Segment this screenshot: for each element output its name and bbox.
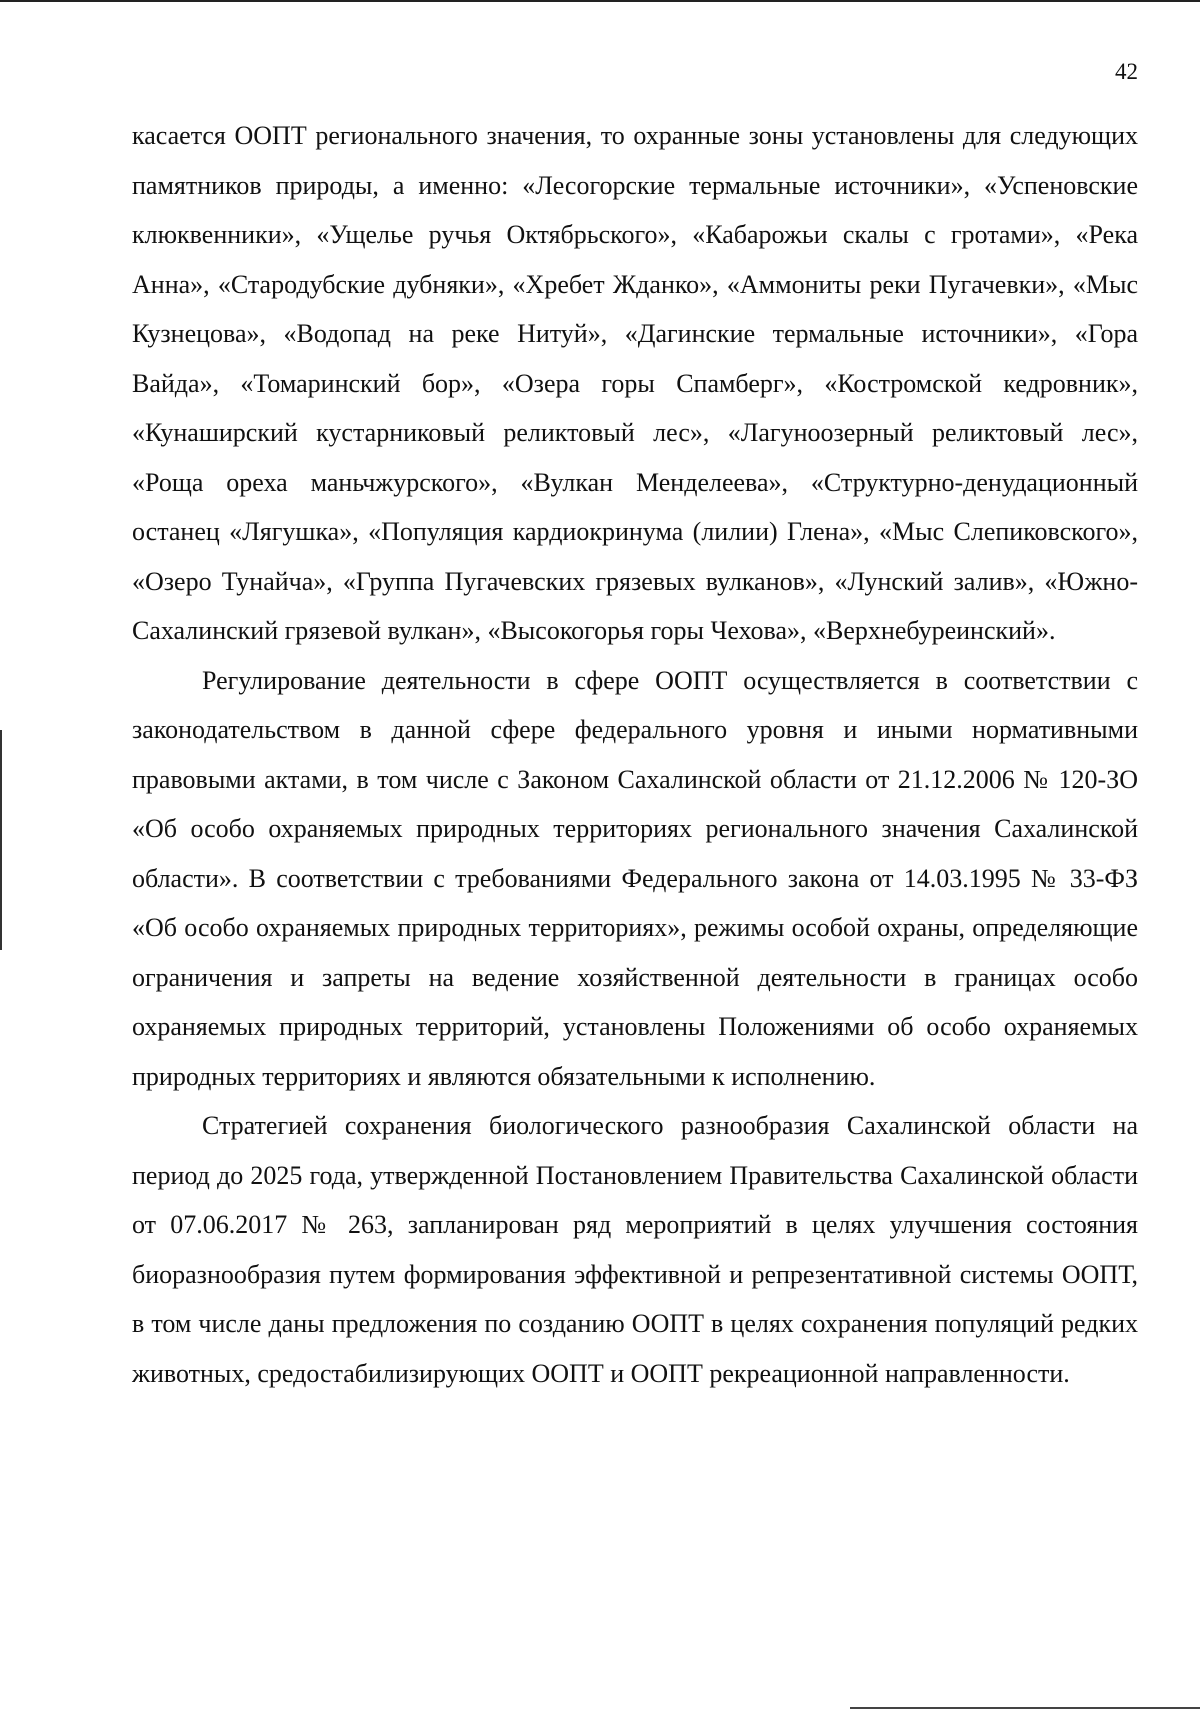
bottom-scan-mark [850, 1707, 1200, 1709]
paragraph-biodiversity-strategy: Стратегией сохранения биологического разнообразия Сахалинской области на период до 2025 года, утвержденной Постановлением Правительства Сахалинской области от 07.06.2017 № 263, запланирован ряд мероприятий в целях улучшения состояния биоразнообразия путем формирования эффективной и репрезентативной системы ООПТ, в том числе даны предложения по созданию ООПТ в целях сохранения популяций редких животных, средостабилизирующих ООПТ и ООПТ рекреационной направленности. [132, 1111, 1138, 1388]
top-scan-border [0, 0, 1200, 2]
left-scan-mark [0, 730, 2, 950]
document-body [132, 111, 1138, 1398]
page-number: 42 [1115, 59, 1138, 84]
paragraph-regulation: Регулирование деятельности в сфере ООПТ осуществляется в соответствии с законодательством в данной сфере федерального уровня и иными нормативными правовыми актами, в том числе с Законом Сахалинской области от 21.12.2006 № 120-ЗО «Об особо охраняемых природных территориях регионального значения Сахалинской области». В соответствии с требованиями Федерального закона от 14.03.1995 № 33-ФЗ «Об особо охраняемых природных территориях», режимы особой охраны, определяющие ограничения и запреты на ведение хозяйственной деятельности в границах особо охраняемых природных территорий, установлены Положениями об особо охраняемых природных территориях и являются обязательными к исполнению. [132, 665, 1138, 1091]
paragraph-protected-zones-list: касается ООПТ регионального значения, то охранные зоны установлены для следующих памятников природы, а именно: «Лесогорские термальные источники», «Успеновские клюквенники», «Ущелье ручья Октябрьского», «Кабарожьи скалы с гротами», «Река Анна», «Стародубские дубняки», «Хребет Жданко», «Аммониты реки Пугачевки», «Мыс Кузнецова», «Водопад на реке Нитуй», «Дагинские термальные источники», «Гора Вайда», «Томаринский бор», «Озера горы Спамберг», «Костромской кедровник», «Кунаширский кустарниковый реликтовый лес», «Лагуноозерный реликтовый лес», «Роща ореха маньчжурского», «Вулкан Менделеева», «Структурно-денудационный останец «Лягушка», «Популяция кардиокринума (лилии) Глена», «Мыс Слепиковского», «Озеро Тунайча», «Группа Пугачевских грязевых вулканов», «Лунский залив», «Южно-Сахалинский грязевой вулкан», «Высокогорья горы Чехова», «Верхнебуреинский». [132, 121, 1138, 645]
